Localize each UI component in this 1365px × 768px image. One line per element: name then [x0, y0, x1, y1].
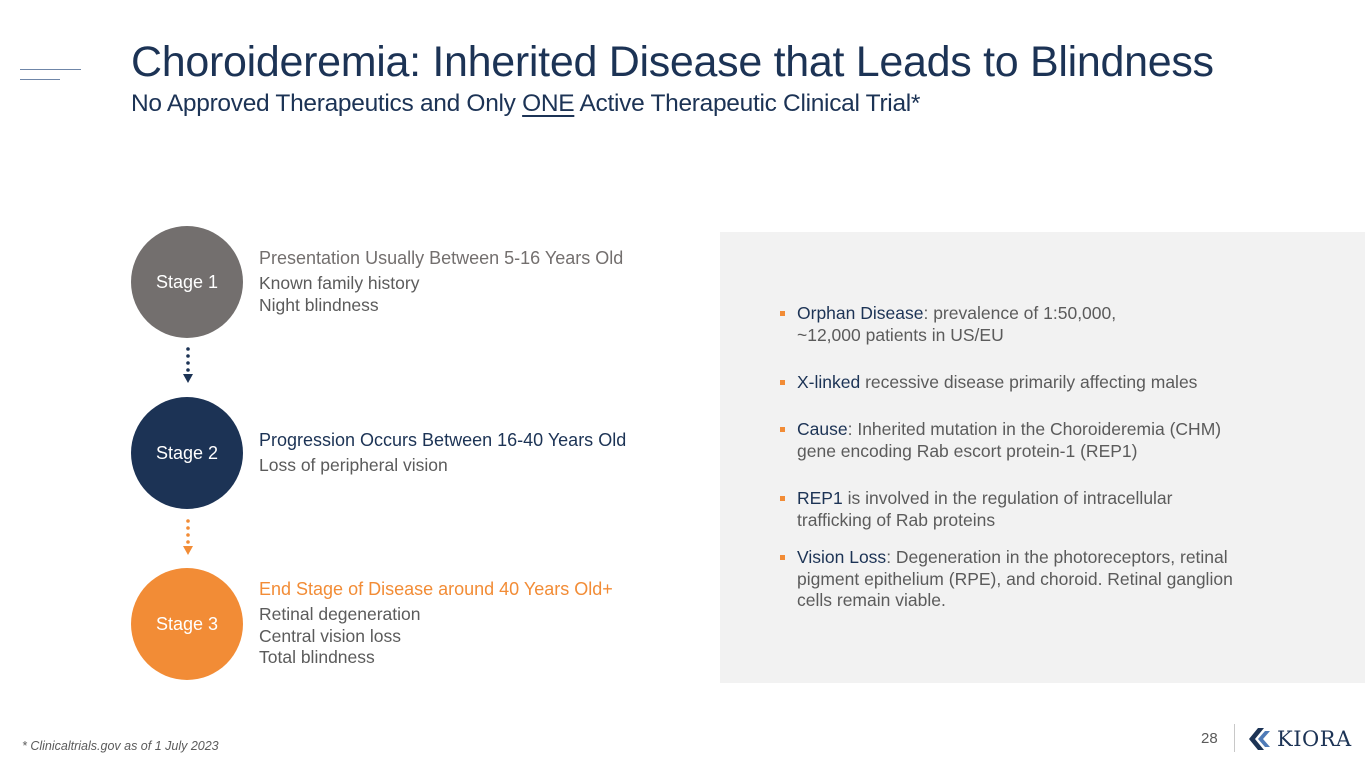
bullet-text: recessive disease primarily affecting males: [865, 372, 1198, 392]
dotted-arrow-down-icon: [181, 518, 195, 558]
dotted-arrow-down-icon: [181, 346, 195, 386]
bullet-text: Degeneration in the photoreceptors, retinal: [895, 547, 1228, 567]
footnote: * Clinicaltrials.gov as of 1 July 2023: [22, 739, 219, 753]
bullet-sep: :: [923, 303, 934, 323]
bullet-text-line: ~12,000 patients in US/EU: [797, 324, 1004, 345]
stage-3-description: [259, 577, 613, 669]
stage-1-heading: Presentation Usually Between 5-16 Years Old: [259, 248, 624, 268]
bullet-square-icon: [780, 311, 785, 316]
bullet-key: REP1: [797, 488, 843, 508]
bullet-key: Cause: [797, 419, 848, 439]
bullet-text-line: gene encoding Rab escort protein-1 (REP1): [797, 440, 1138, 461]
slide-title: Choroideremia: Inherited Disease that Leads to Blindness: [131, 38, 1214, 86]
subtitle-emphasis: ONE: [522, 90, 575, 117]
page-number: 28: [1201, 730, 1218, 747]
stage-2-description: [259, 428, 626, 477]
bullet-key: Vision Loss: [797, 547, 887, 567]
header-accent-line: [20, 69, 81, 70]
subtitle-text: No Approved Therapeutics and Only: [131, 90, 523, 117]
bullet-vision-loss: [797, 547, 1317, 612]
facts-panel: [720, 232, 1365, 683]
stage-1-label: Stage 1: [155, 271, 219, 292]
slide-subtitle: [131, 90, 920, 118]
kiora-chevron-logo-icon: [1248, 727, 1274, 751]
logo-text: KIORA: [1277, 727, 1352, 751]
bullet-sep: :: [886, 547, 896, 567]
stage-1-description: [259, 246, 623, 316]
bullet-orphan-disease: [797, 303, 1317, 346]
stage-2-heading: Progression Occurs Between 16-40 Years Old: [259, 430, 627, 450]
bullet-text: prevalence of 1:50,000,: [933, 303, 1117, 323]
stage-1-circle: [131, 226, 243, 338]
stage-3-detail: Central vision loss: [259, 625, 401, 646]
stage-3-heading: End Stage of Disease around 40 Years Old+: [259, 579, 613, 599]
bullet-x-linked: [797, 372, 1317, 394]
bullet-square-icon: [780, 496, 785, 501]
bullet-text-line: trafficking of Rab proteins: [797, 509, 996, 530]
stage-1-detail: Known family history: [259, 273, 420, 293]
stage-3-label: Stage 3: [155, 613, 219, 634]
stage-1-detail: Night blindness: [259, 294, 379, 315]
stage-3-circle: [131, 568, 243, 680]
bullet-text-line: pigment epithelium (RPE), and choroid. Retinal ganglion: [797, 568, 1233, 589]
bullet-square-icon: [780, 380, 785, 385]
bullet-key: X-linked: [797, 372, 861, 392]
stage-2-label: Stage 2: [155, 442, 219, 463]
bullet-key: Orphan Disease: [797, 303, 924, 323]
bullet-text: Inherited mutation in the Choroideremia (CHM): [857, 419, 1222, 439]
stage-3-detail: Retinal degeneration: [259, 604, 421, 624]
footer-divider: [1234, 724, 1235, 752]
bullet-text: is involved in the regulation of intracellular: [847, 488, 1173, 508]
subtitle-text-end: Active Therapeutic Clinical Trial*: [574, 90, 921, 117]
bullet-rep1: [797, 488, 1317, 531]
bullet-cause: [797, 419, 1317, 462]
bullet-square-icon: [780, 427, 785, 432]
bullet-sep: :: [847, 419, 858, 439]
bullet-text-line: cells remain viable.: [797, 590, 946, 610]
bullet-square-icon: [780, 555, 785, 560]
stage-3-detail: Total blindness: [259, 647, 375, 667]
company-logo: [1248, 726, 1352, 752]
header-accent-line-short: [20, 79, 60, 80]
stage-2-circle: [131, 397, 243, 509]
stage-2-detail: Loss of peripheral vision: [259, 455, 448, 475]
